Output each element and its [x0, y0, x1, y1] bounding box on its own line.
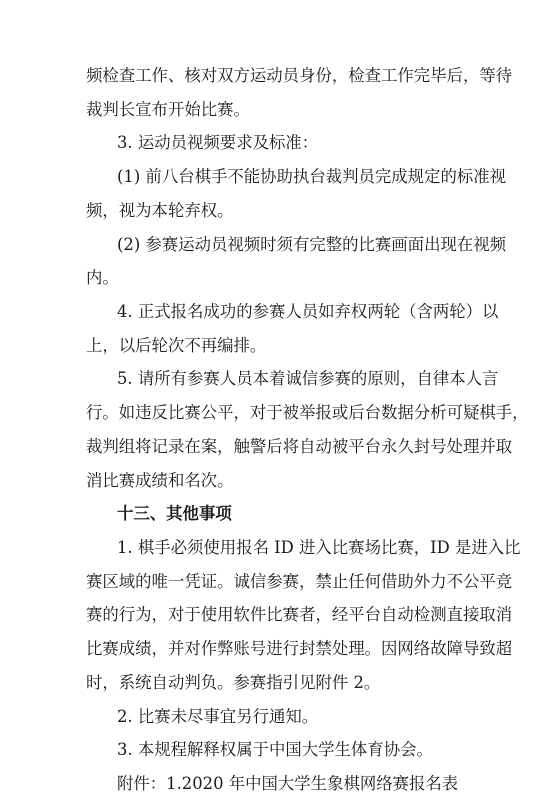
body-text-line: 上，以后轮次不再编排。	[86, 336, 267, 355]
body-text-line: 裁判长宣布开始比赛。	[86, 100, 250, 119]
body-text-line: 消比赛成绩和名次。	[86, 471, 234, 490]
body-text-line: 时，系统自动判负。参赛指引见附件 2。	[86, 673, 381, 692]
body-text-line: 赛区域的唯一凭证。诚信参赛，禁止任何借助外力不公平竞	[86, 572, 513, 591]
body-text-line: 行。如违反比赛公平，对于被举报或后台数据分析可疑棋手，	[86, 403, 529, 422]
body-text-line: 频检查工作、核对双方运动员身份，检查工作完毕后，等待	[86, 66, 513, 85]
other-item-1: 1. 棋手必须使用报名 ID 进入比赛场比赛，ID 是进入比	[117, 538, 521, 557]
section-heading: 十三、其他事项	[117, 504, 232, 523]
attachment-line: 附件：1.2020 年中国大学生象棋网络赛报名表	[117, 774, 459, 793]
body-text-line: 内。	[86, 268, 119, 287]
body-text-line: 裁判组将记录在案，触警后将自动被平台永久封号处理并取	[86, 437, 513, 456]
sub-item-2: (2) 参赛运动员视频时须有完整的比赛画面出现在视频	[117, 235, 507, 254]
sub-item-1: (1) 前八台棋手不能协助执台裁判员完成规定的标准视	[117, 167, 507, 186]
body-text-line: 赛的行为，对于使用软件比赛者，经平台自动检测直接取消	[86, 605, 513, 624]
other-item-2: 2. 比赛未尽事宜另行通知。	[117, 707, 319, 726]
section-item-4: 4. 正式报名成功的参赛人员如弃权两轮（含两轮）以	[117, 302, 499, 321]
section-item-3: 3. 运动员视频要求及标准：	[117, 133, 319, 152]
body-text-line: 频，视为本轮弃权。	[86, 201, 234, 220]
section-item-5: 5. 请所有参赛人员本着诚信参赛的原则，自律本人言	[117, 369, 499, 388]
body-text-line: 比赛成绩，并对作弊账号进行封禁处理。因网络故障导致超	[86, 639, 513, 658]
other-item-3: 3. 本规程解释权属于中国大学生体育协会。	[117, 740, 433, 759]
